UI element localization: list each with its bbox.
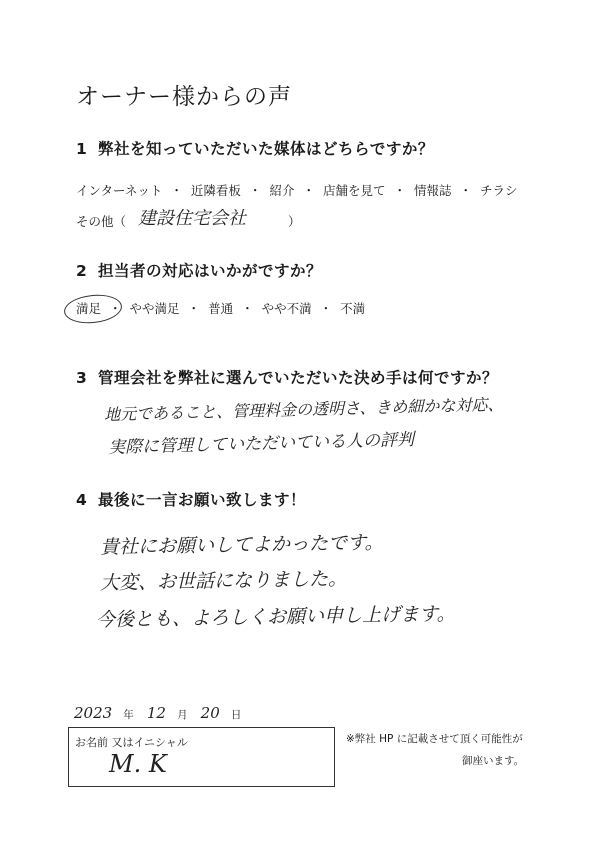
question-2-number: 2 [76, 262, 88, 280]
question-4-answer-line-1: 貴社にお願いしてよかったです。 [99, 531, 384, 559]
option-store: 店舗を見て [322, 183, 386, 198]
note-line-2: 御座います。 [462, 755, 525, 767]
option-referral: 紹介 [269, 183, 295, 198]
option-dissatisfied: 不満 [340, 301, 366, 316]
question-3-text: 管理会社を弊社に選んでいただいた決め手は何ですか？ [98, 369, 499, 387]
option-satisfied: 満足 [76, 301, 102, 316]
question-3-answer-line-2: 実際に管理していただいている人の評判 [107, 429, 415, 459]
question-2-text: 担当者の対応はいかがですか？ [98, 262, 323, 280]
other-label: その他（ [76, 214, 127, 229]
name-handwritten-value: M. K [109, 750, 167, 778]
option-somewhat-dissatisfied: やや不満 [261, 301, 312, 316]
page-title: オーナー様からの声 [76, 84, 292, 110]
name-label: お名前 又はイニシャル [75, 736, 188, 749]
date-month-label: 月 [177, 709, 188, 721]
other-handwritten-answer: 建設住宅会社 [138, 208, 246, 229]
question-1-text: 弊社を知っていただいた媒体はどちらですか？ [98, 140, 434, 158]
question-4-number: 4 [76, 491, 88, 509]
question-1-number: 1 [76, 140, 88, 158]
name-box [68, 727, 335, 787]
question-1-other [76, 212, 126, 230]
question-4-answer-line-2: 大変、お世話になりました。 [99, 567, 348, 595]
option-flyer: チラシ [480, 183, 518, 198]
question-1 [76, 137, 434, 159]
date-line [74, 703, 241, 722]
date-month: 12 [146, 704, 166, 722]
other-close: ） [288, 214, 301, 229]
question-3-answer-line-1: 地元であること、管理料金の透明さ、きめ細かな対応、 [103, 394, 504, 425]
question-1-options: インターネット ・ 近隣看板 ・ 紹介 ・ 店舗を見て ・ 情報誌 ・ チラシ [76, 183, 518, 198]
question-3-number: 3 [76, 369, 88, 387]
date-day-label: 日 [230, 709, 242, 721]
date-day: 20 [200, 704, 220, 722]
question-2 [76, 259, 322, 281]
option-magazine: 情報誌 [414, 183, 452, 198]
question-2-options: 満足 ・ やや満足 ・ 普通 ・ やや不満 ・ 不満 [76, 301, 366, 316]
option-neutral: 普通 [208, 301, 234, 316]
question-4-text: 最後に一言お願い致します！ [98, 491, 307, 509]
option-signboard: 近隣看板 [190, 183, 241, 198]
question-4 [76, 488, 306, 510]
date-year-label: 年 [123, 709, 134, 721]
question-3 [76, 366, 498, 388]
option-somewhat-satisfied: やや満足 [129, 301, 180, 316]
option-internet: インターネット [76, 183, 163, 198]
question-4-answer-line-3: 今後とも、よろしくお願い申し上げます。 [95, 602, 456, 632]
date-year: 2023 [74, 704, 113, 722]
note-line-1: ※弊社 HP に記載させて頂く可能性が [346, 733, 523, 745]
